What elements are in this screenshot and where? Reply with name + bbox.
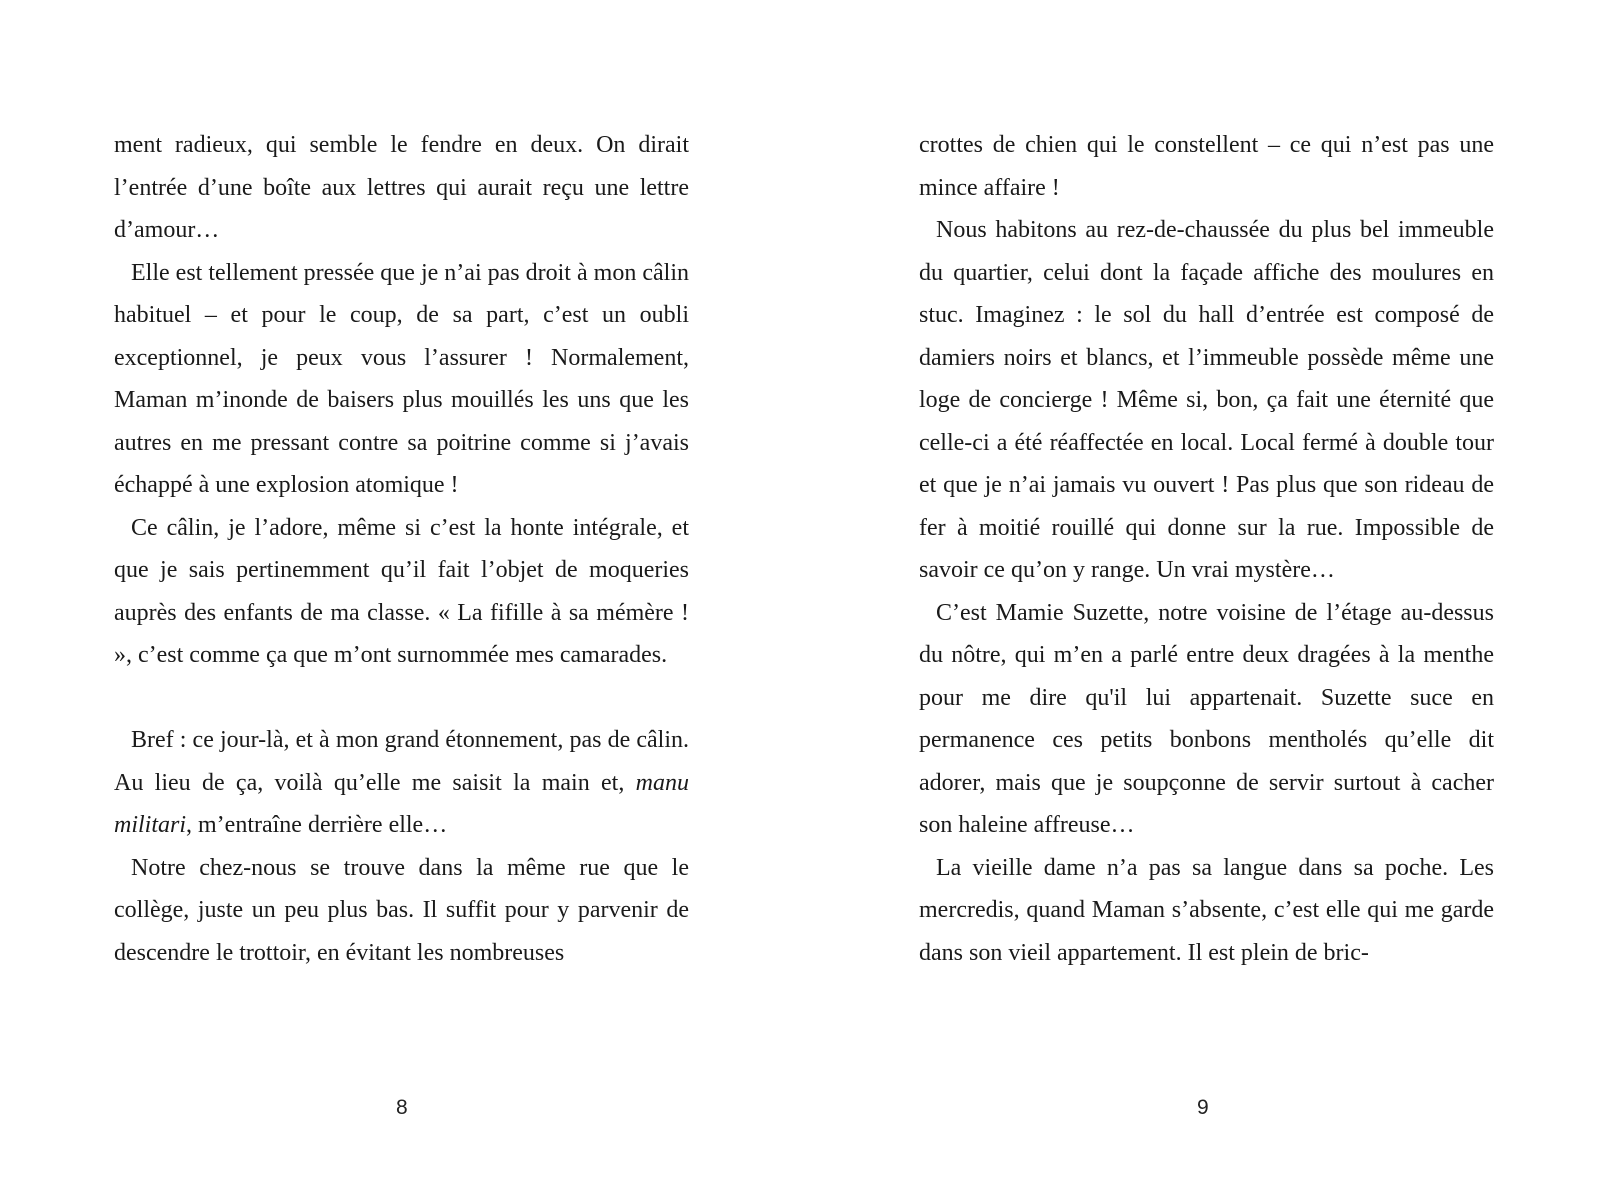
right-page-text — [919, 124, 1494, 974]
paragraph: La vieille dame n’a pas sa langue dans sa poche. Les mercredis, quand Maman s’absente, c’est elle qui me garde dans son vieil appartement. Il est plein de bric- — [919, 854, 1494, 966]
italic-phrase: manu militari — [114, 769, 690, 838]
paragraph: Ce câlin, je l’adore, même si c’est la honte intégrale, et que je sais pertinemment qu’il fait l’objet de moqueries auprès des enfants de ma classe. « La fifille à sa mémère ! », c’est comme ça que m’ont surnommée mes camarades. — [114, 514, 689, 668]
paragraph: crottes de chien qui le constellent – ce qui n’est pas une mince affaire ! — [919, 132, 1494, 201]
paragraph: Elle est tellement pressée que je n’ai pas droit à mon câlin habituel – et pour le coup, de sa part, c’est un oubli exceptionnel, je peux vous l’assurer ! Normalement, Maman m’inonde de baisers plus mouillés les uns que les autres en me pressant contre sa poitrine comme si j’avais échappé à une explosion atomique ! — [114, 259, 689, 498]
paragraph-text: Bref : ce jour-là, et à mon grand étonnement, pas de câlin. Au lieu de ça, voilà qu’elle me saisit la main et, — [114, 727, 689, 796]
page-number: 9 — [1197, 1096, 1209, 1119]
paragraph: Nous habitons au rez-de-chaussée du plus bel immeuble du quartier, celui dont la façade affiche des moulures en stuc. Imaginez : le sol du hall d’entrée est composé de damiers noirs et blancs, et l’immeuble possède même une loge de concierge ! Même si, bon, ça fait une éternité que celle-ci a été réaffectée en local. Local fermé à double tour et que je n’ai jamais vu ouvert ! Pas plus que son rideau de fer à moitié rouillé qui donne sur la rue. Impossible de savoir ce qu’on y range. Un vrai mystère… — [919, 217, 1494, 583]
right-page — [800, 0, 1600, 1200]
left-page-text — [114, 124, 689, 974]
paragraph — [114, 719, 689, 847]
paragraph: C’est Mamie Suzette, notre voisine de l’étage au-dessus du nôtre, qui m’en a parlé entre deux dragées à la menthe pour me dire qu'il lui appartenait. Suzette suce en permanence ces petits bonbons mentholés qu’elle dit adorer, mais que je soupçonne de servir surtout à cacher son haleine affreuse… — [919, 599, 1494, 838]
page-number: 8 — [396, 1096, 408, 1119]
paragraph-text: , m’entraîne derrière elle… — [186, 812, 448, 838]
paragraph: ment radieux, qui semble le fendre en deux. On dirait l’entrée d’une boîte aux lettres qui aurait reçu une lettre d’amour… — [114, 132, 689, 243]
paragraph: Notre chez-nous se trouve dans la même rue que le collège, juste un peu plus bas. Il suffit pour y parvenir de descendre le trottoir, en évitant les nombreuses — [114, 854, 689, 966]
